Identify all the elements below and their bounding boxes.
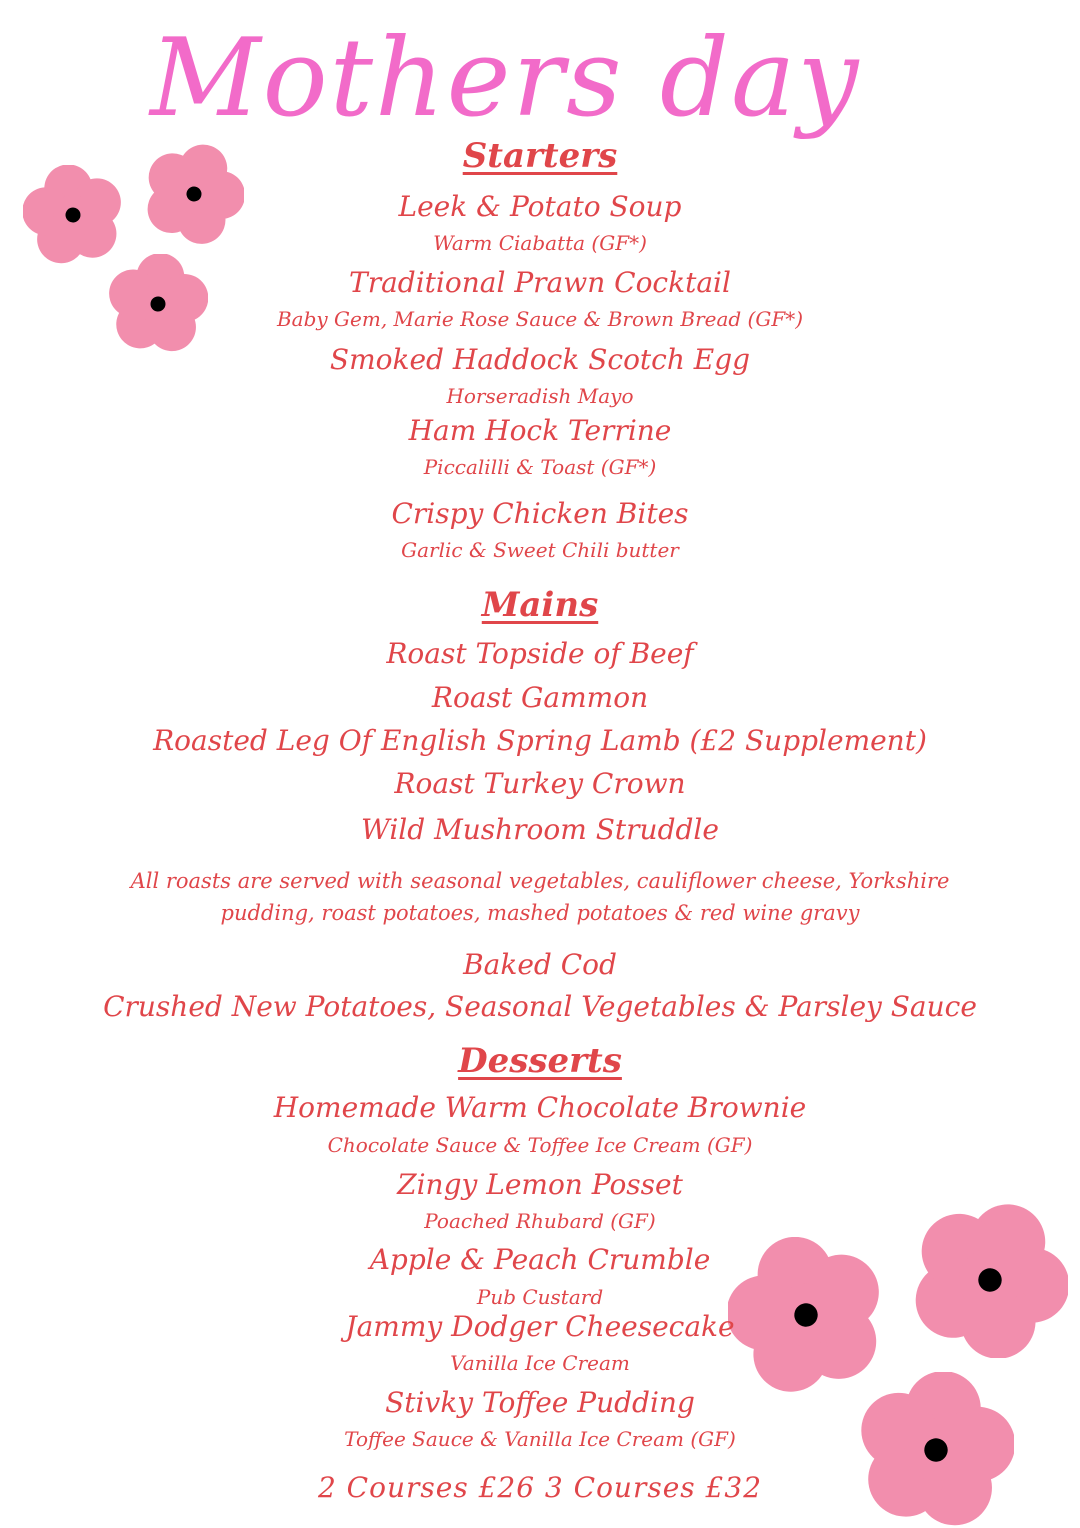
main-name: Wild Mushroom Struddle [361, 813, 719, 846]
starter-name: Crispy Chicken Bites [391, 497, 689, 530]
starter-desc: Baby Gem, Marie Rose Sauce & Brown Bread (GF*) [276, 307, 804, 331]
fish-name: Baked Cod [463, 948, 617, 981]
dessert-name: Zingy Lemon Posset [397, 1168, 683, 1201]
dessert-desc: Chocolate Sauce & Toffee Ice Cream (GF) [327, 1133, 753, 1157]
starter-name: Ham Hock Terrine [408, 414, 672, 447]
desserts-heading: Desserts [458, 1041, 622, 1081]
main-name: Roast Topside of Beef [386, 637, 694, 670]
starter-desc: Horseradish Mayo [446, 384, 634, 408]
starter-name: Smoked Haddock Scotch Egg [329, 343, 751, 376]
main-name: Roast Gammon [431, 681, 649, 714]
course-pricing: 2 Courses £26 3 Courses £32 [317, 1471, 763, 1504]
dessert-name: Stivky Toffee Pudding [385, 1386, 695, 1419]
starter-name: Leek & Potato Soup [398, 190, 682, 223]
dessert-name: Jammy Dodger Cheesecake [345, 1310, 735, 1343]
mains-heading: Mains [481, 585, 599, 625]
roast-note: pudding, roast potatoes, mashed potatoes & red wine gravy [220, 901, 860, 925]
dessert-desc: Toffee Sauce & Vanilla Ice Cream (GF) [344, 1427, 736, 1451]
dessert-desc: Vanilla Ice Cream [450, 1351, 630, 1375]
page-title: Mothers day [150, 16, 861, 141]
starter-desc: Warm Ciabatta (GF*) [433, 231, 647, 255]
dessert-name: Apple & Peach Crumble [369, 1243, 711, 1276]
starters-heading: Starters [462, 136, 618, 176]
starter-name: Traditional Prawn Cocktail [349, 266, 731, 299]
starter-desc: Garlic & Sweet Chili butter [401, 538, 679, 562]
dessert-desc: Poached Rhubard (GF) [424, 1209, 656, 1233]
starter-desc: Piccalilli & Toast (GF*) [423, 455, 657, 479]
fish-desc: Crushed New Potatoes, Seasonal Vegetables & Parsley Sauce [103, 990, 977, 1023]
dessert-desc: Pub Custard [476, 1285, 604, 1309]
main-name: Roast Turkey Crown [394, 767, 686, 800]
main-name: Roasted Leg Of English Spring Lamb (£2 Supplement) [153, 724, 927, 757]
dessert-name: Homemade Warm Chocolate Brownie [273, 1091, 807, 1124]
roast-note: All roasts are served with seasonal vegetables, cauliflower cheese, Yorkshire [130, 869, 950, 893]
